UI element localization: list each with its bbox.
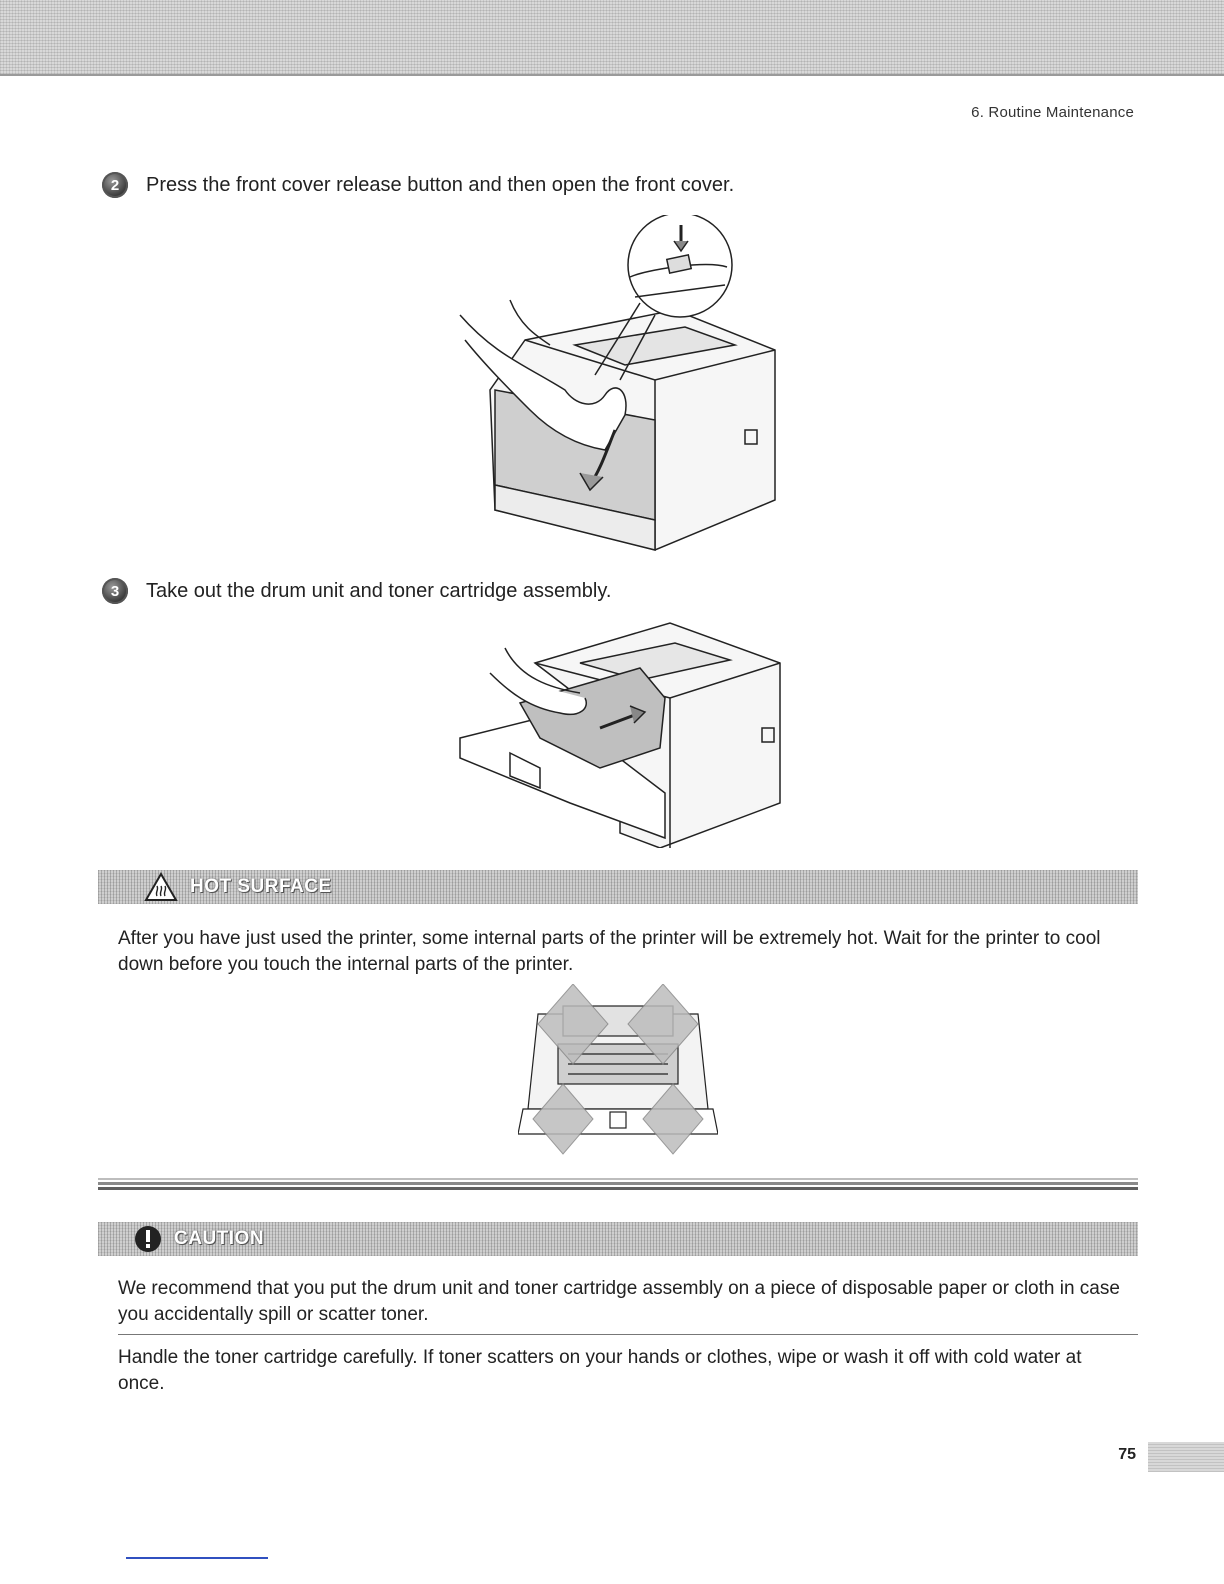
step-2 [102, 172, 734, 198]
caution-banner [98, 1222, 1138, 1256]
caution-paragraph-1: We recommend that you put the drum unit and toner cartridge assembly on a piece of disposable paper or cloth in case you accidentally spill or scatter toner. [118, 1278, 1120, 1325]
printer-open-cover-illustration [455, 215, 785, 555]
printer-remove-drum-illustration [450, 618, 790, 848]
section-divider [98, 1176, 1138, 1190]
printer-internal-hot-parts-illustration [518, 984, 718, 1160]
caution-exclamation-icon [134, 1225, 162, 1253]
step-number-badge: 2 [102, 172, 128, 198]
page-number: 75 [1118, 1446, 1136, 1463]
step-number-badge: 3 [102, 578, 128, 604]
step-text: Press the front cover release button and then open the front cover. [146, 173, 735, 196]
header-band [0, 0, 1224, 76]
hot-surface-warning-icon [144, 872, 178, 902]
caution-paragraph-2: Handle the toner cartridge carefully. If toner scatters on your hands or clothes, wipe or wash it off with cold water at once. [118, 1347, 1082, 1394]
page-tab [1148, 1442, 1224, 1472]
footnote-line [126, 1557, 268, 1559]
caution-separator [118, 1334, 1138, 1335]
hot-surface-banner [98, 870, 1138, 904]
section-title: 6. Routine Maintenance [971, 104, 1134, 121]
step-3 [102, 578, 611, 604]
hot-surface-text: After you have just used the printer, some internal parts of the printer will be extremely hot. Wait for the printer to cool down before you touch the internal parts of the printer. [118, 928, 1101, 975]
step-text: Take out the drum unit and toner cartridge assembly. [146, 579, 612, 602]
caution-title: CAUTION [174, 1228, 265, 1249]
hot-surface-title: HOT SURFACE [190, 876, 332, 897]
